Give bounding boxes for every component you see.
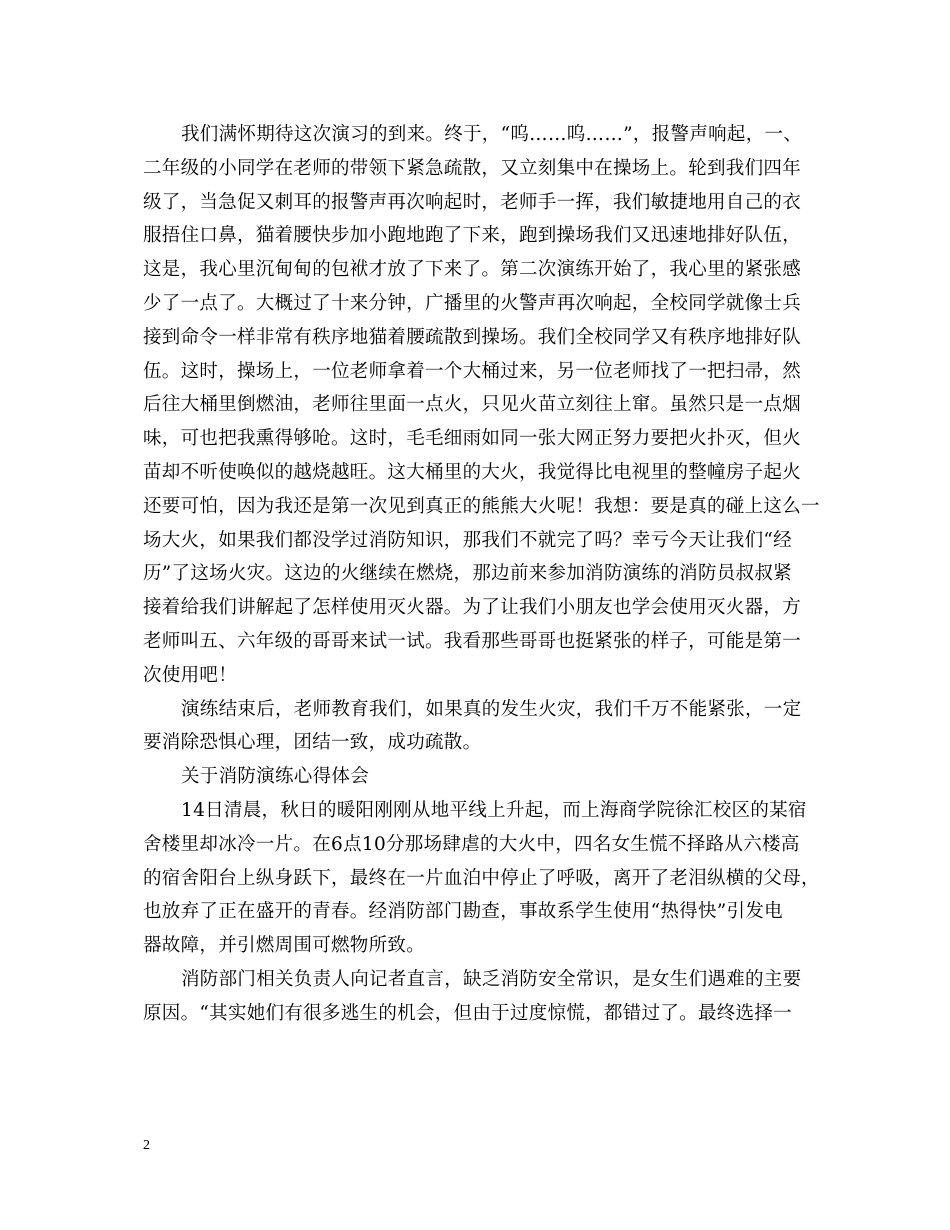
text-line: 老师叫五、六年级的哥哥来试一试。我看那些哥哥也挺紧张的样子，可能是第一: [143, 630, 802, 652]
text-line: 少了一点了。大概过了十来分钟，广播里的火警声再次响起，全校同学就像士兵: [143, 292, 802, 314]
text-line: 级了，当急促又刺耳的报警声再次响起时，老师手一挥，我们敏捷地用自己的衣: [143, 191, 802, 213]
text-line: 接到命令一样非常有秩序地猫着腰疏散到操场。我们全校同学又有秩序地排好队: [143, 326, 802, 348]
text-line: 这是，我心里沉甸甸的包袱才放了下来了。第二次演练开始了，我心里的紧张感: [143, 259, 802, 281]
text-line: 也放弃了正在盛开的青春。经消防部门勘查，事故系学生使用“热得快”引发电: [143, 901, 783, 923]
text-line: 接着给我们讲解起了怎样使用灭火器。为了让我们小朋友也学会使用灭火器，方: [143, 597, 802, 619]
text-line: 消防部门相关负责人向记者直言，缺乏消防安全常识，是女生们遇难的主要: [181, 968, 802, 990]
text-line: 伍。这时，操场上，一位老师拿着一个大桶过来，另一位老师找了一把扫帚，然: [143, 360, 802, 382]
text-line: 后往大桶里倒燃油，老师往里面一点火，只见火苗立刻往上窜。虽然只是一点烟: [143, 394, 802, 416]
text-line: 次使用吧！: [143, 664, 238, 686]
text-line: 二年级的小同学在老师的带领下紧急疏散，又立刻集中在操场上。轮到我们四年: [143, 157, 802, 179]
text-line: 舍楼里却冰冷一片。在6点10分那场肆虐的大火中，四名女生慌不择路从六楼高: [143, 833, 800, 855]
body-text: [143, 118, 820, 1031]
text-line: 要消除恐惧心理，团结一致，成功疏散。: [143, 732, 482, 754]
text-line: 苗却不听使唤似的越烧越旺。这大桶里的大火，我觉得比电视里的整幢房子起火: [143, 461, 802, 483]
paragraph-fire-drill-story: [143, 118, 820, 693]
paragraph-fire-department-statement: [143, 963, 813, 1031]
text-line: 我们满怀期待这次演习的到来。终于，“呜……呜……”，报警声响起，一、: [181, 124, 803, 145]
text-line: 演练结束后，老师教育我们，如果真的发生火灾，我们千万不能紧张，一定: [181, 698, 802, 720]
text-line: 还要可怕，因为我还是第一次见到真正的熊熊大火呢！我想：要是真的碰上这么一: [143, 495, 820, 517]
page-number: 2: [143, 1138, 150, 1153]
text-line: 14日清晨，秋日的暖阳刚刚从地平线上升起，而上海商学院徐汇校区的某宿: [181, 799, 807, 821]
text-line: 味，可也把我熏得够呛。这时，毛毛细雨如同一张大网正努力要把火扑灭，但火: [143, 428, 802, 450]
paragraph-drill-conclusion: [143, 693, 813, 761]
text-line: 器故障，并引燃周围可燃物所致。: [143, 935, 426, 957]
text-line: 场大火，如果我们都没学过消防知识，那我们不就完了吗？幸亏今天让我们“经: [143, 529, 792, 551]
heading-line: 关于消防演练心得体会: [181, 766, 370, 788]
text-line: 原因。“其实她们有很多逃生的机会，但由于过度惊慌，都错过了。最终选择一: [143, 1002, 792, 1024]
text-line: 的宿舍阳台上纵身跃下，最终在一片血泊中停止了呼吸，离开了老泪纵横的父母，: [143, 867, 820, 889]
text-line: 历”了这场火灾。这边的火继续在燃烧，那边前来参加消防演练的消防员叔叔紧: [143, 563, 792, 585]
text-line: 服捂住口鼻，猫着腰快步加小跑地跑了下来，跑到操场我们又迅速地排好队伍，: [143, 225, 802, 247]
section-heading: [143, 760, 813, 794]
paragraph-dormitory-fire: [143, 794, 820, 963]
